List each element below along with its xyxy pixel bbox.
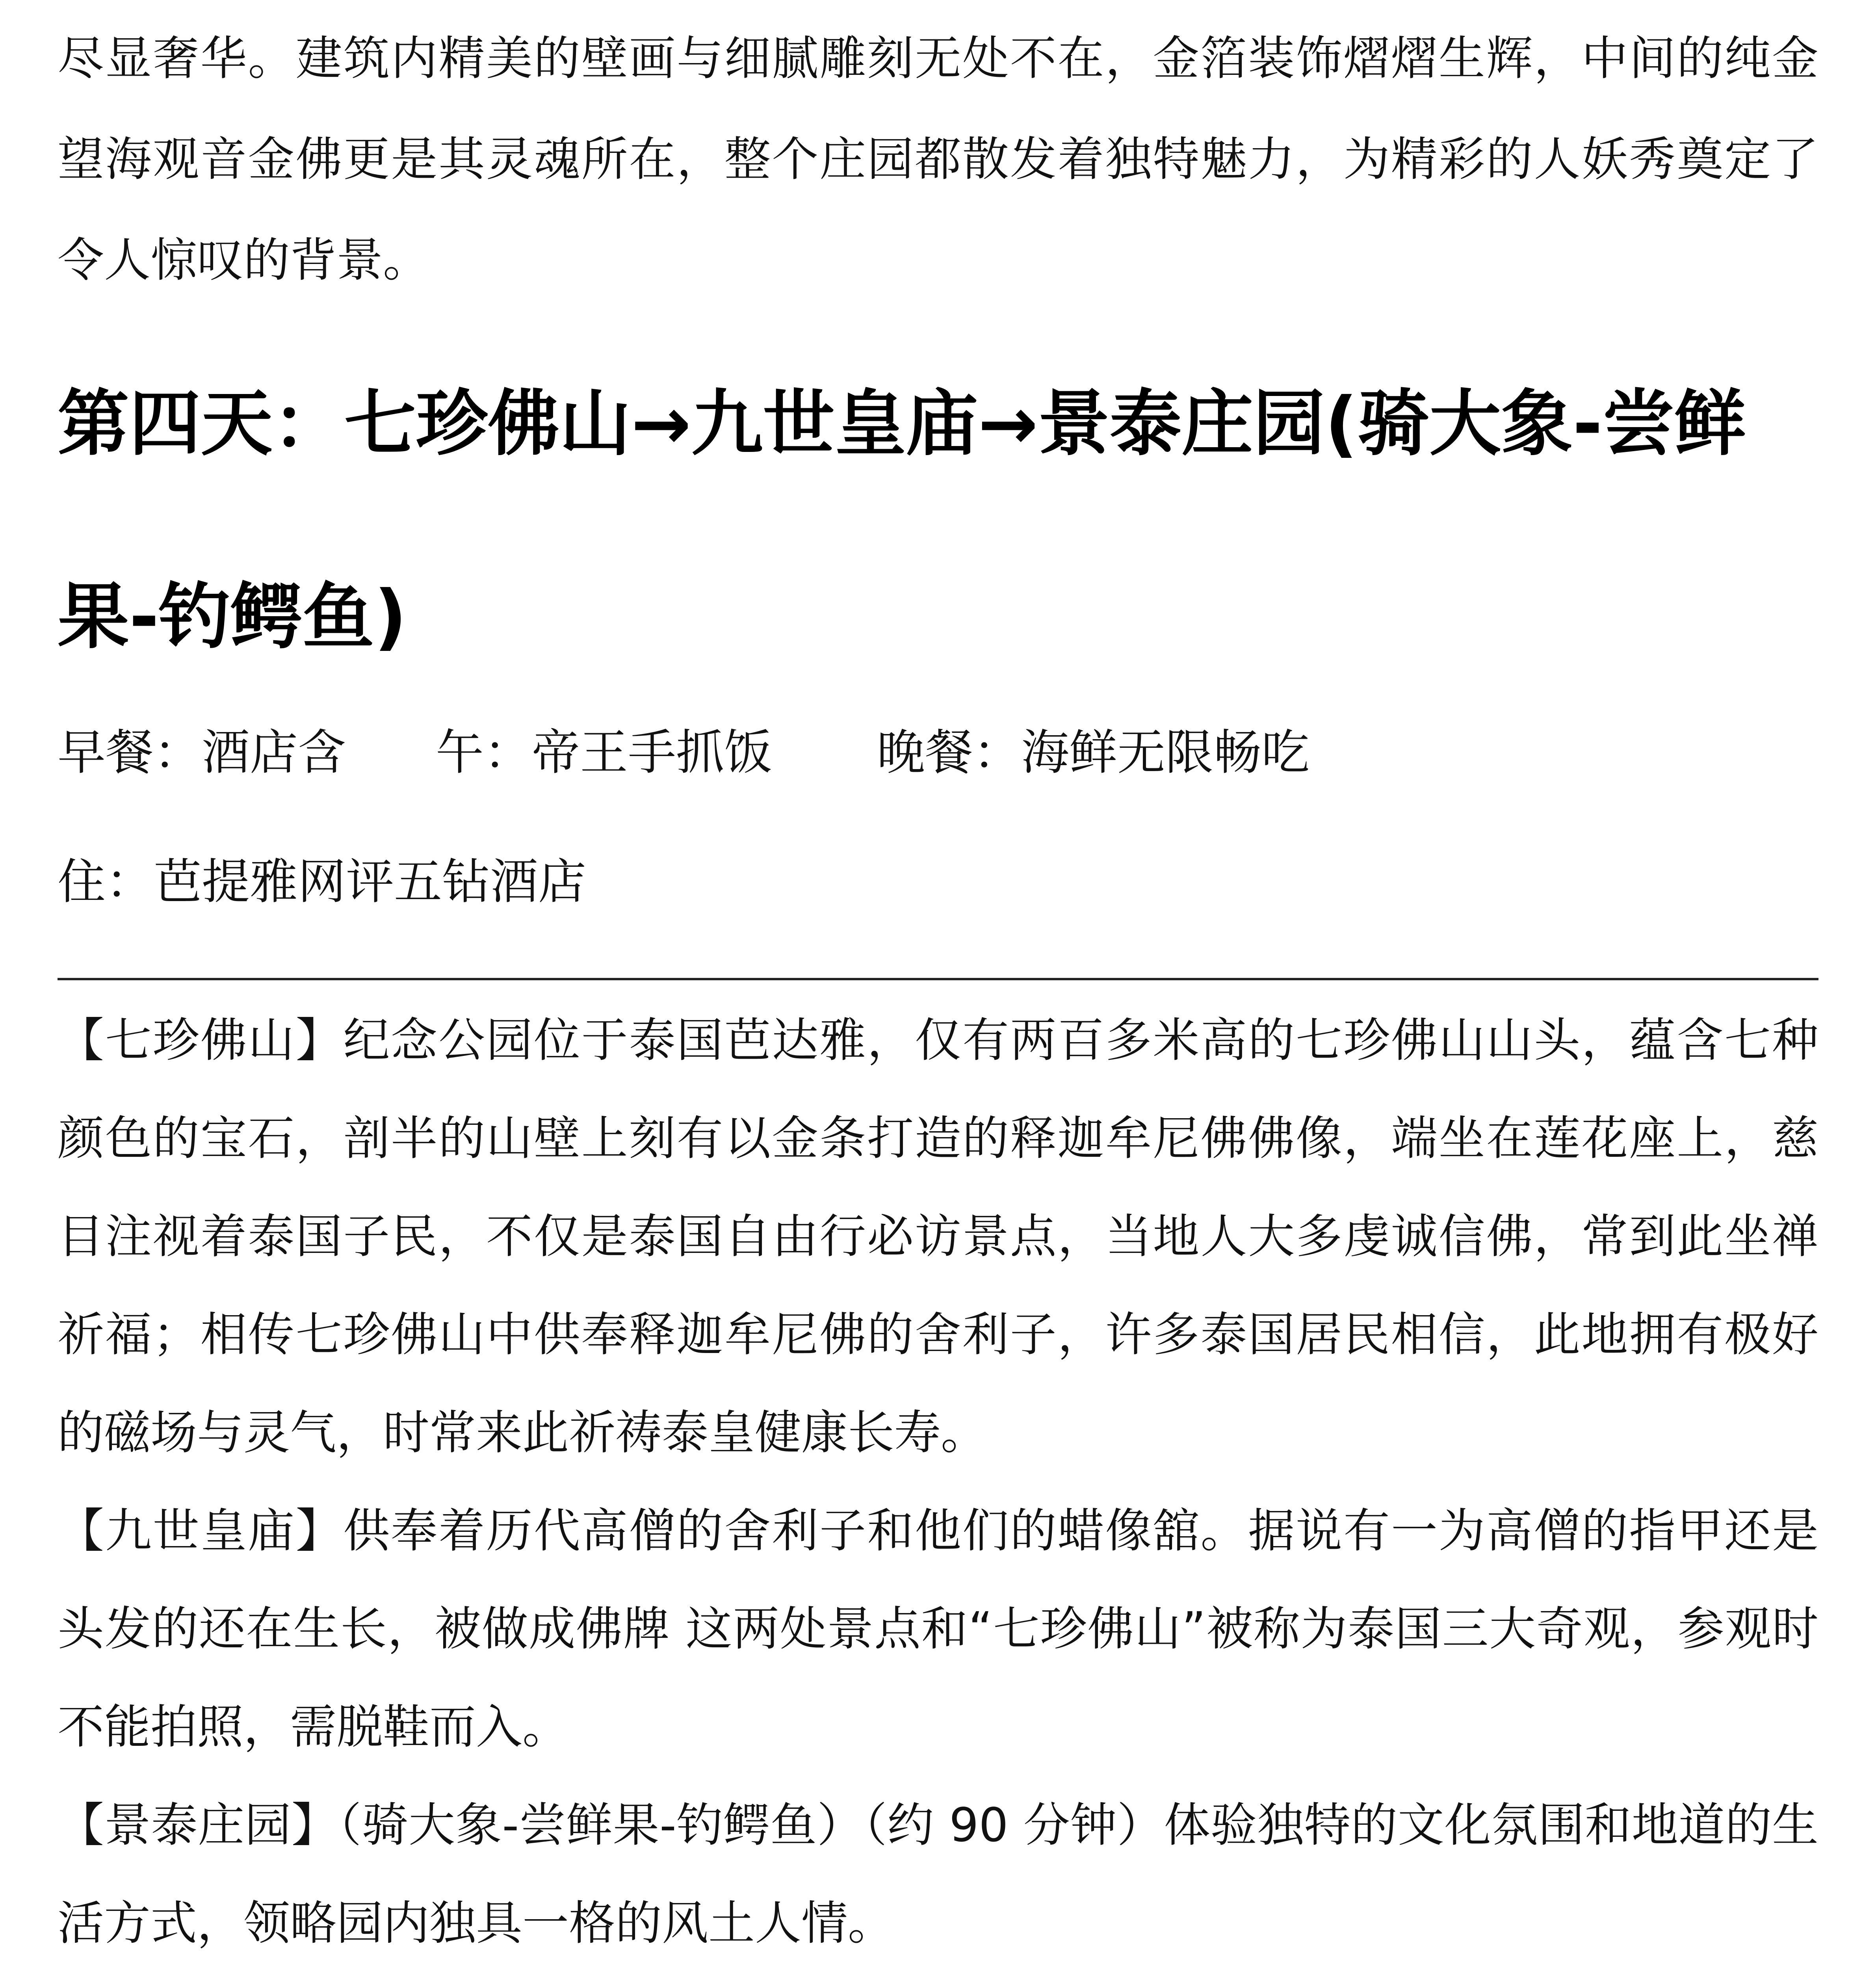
meals-line xyxy=(58,721,1818,784)
section-ninth-king-temple: 【九世皇庙】供奉着历代高僧的舍利子和他们的蜡像舘。据说有一为高僧的指甲还是头发的还在生长，被做成佛牌 这两处景点和“七珍佛山”被称为泰国三大奇观，参观时不能拍照，需脱鞋而入。 xyxy=(58,1504,1818,1754)
sections-list xyxy=(58,991,1818,1970)
meal-breakfast: 早餐：酒店含 xyxy=(58,725,346,781)
hotel-line: 住：芭提雅网评五钻酒店 xyxy=(58,854,586,910)
section-jingtai-manor: 【景泰庄园】（骑大象-尝鲜果-钓鳄鱼）（约 90 分钟）体验独特的文化氛围和地道的生活方式，领略园内独具一格的风土人情。 xyxy=(58,1798,1818,1950)
intro-paragraph: 尽显奢华。建筑内精美的壁画与细腻雕刻无处不在，金箔装饰熠熠生辉，中间的纯金望海观音金佛更是其灵魂所在，整个庄园都散发着独特魅力，为精彩的人妖秀奠定了令人惊叹的背景。 xyxy=(58,31,1818,287)
meal-dinner: 晚餐：海鲜无限畅吃 xyxy=(877,725,1309,781)
divider-line xyxy=(58,978,1818,980)
meal-lunch: 午：帝王手抓饭 xyxy=(436,725,772,781)
section-qizhen-buddha-mountain: 【七珍佛山】纪念公园位于泰国芭达雅，仅有两百多米高的七珍佛山山头，蕴含七种颜色的宝石，剖半的山壁上刻有以金条打造的释迦牟尼佛佛像，端坐在莲花座上，慈目注视着泰国子民，不仅是泰国自由行必访景点，当地人大多虔诚信佛，常到此坐禅祈福；相传七珍佛山中供奉释迦牟尼佛的舍利子，许多泰国居民相信，此地拥有极好的磁场与灵气，时常来此祈祷泰皇健康长寿。 xyxy=(58,1013,1818,1460)
day-heading: 第四天：七珍佛山→九世皇庙→景泰庄园(骑大象-尝鲜果-钓鳄鱼) xyxy=(58,382,1746,658)
